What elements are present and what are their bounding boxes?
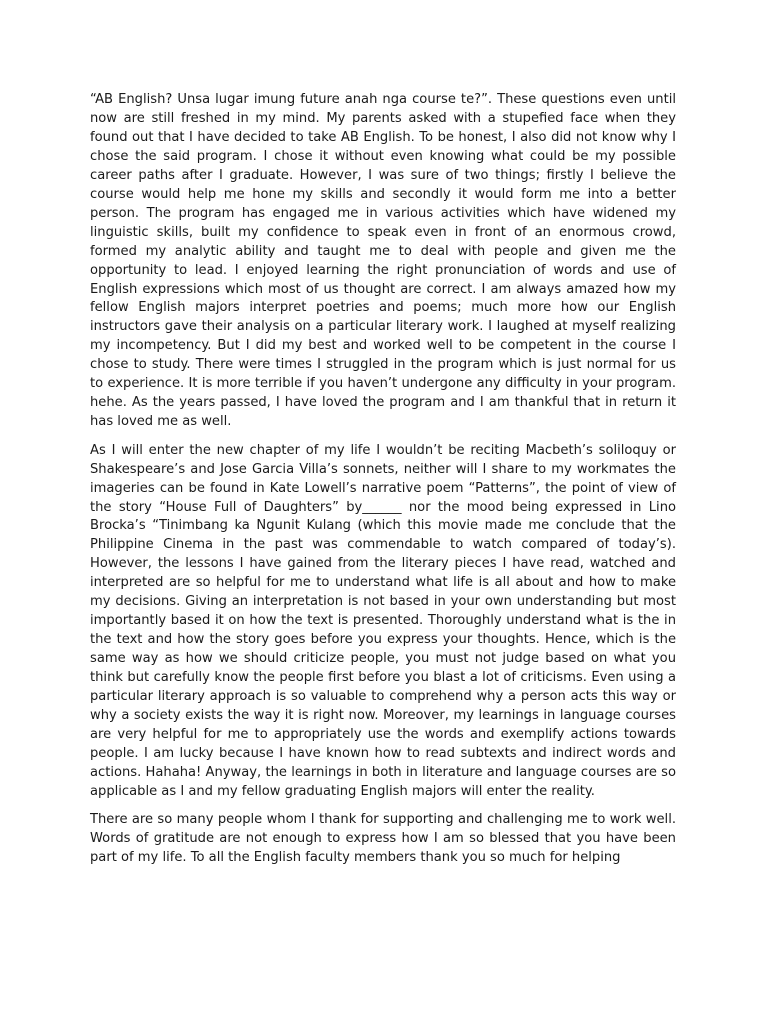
paragraph-2: As I will enter the new chapter of my life I wouldn’t be reciting Macbeth’s soliloquy or Shakespeare’s and Jose Garcia Villa’s sonnets, neither will I share to my workmates the imageries can be found in Kate Lowell’s narrative poem “Patterns”, the point of view of the story “House Full of Daughters” by______ nor the mood being expressed in Lino Brocka’s “Tinimbang ka Ngunit Kulang (which this movie made me conclude that the Philippine Cinema in the past was commendable to watch compared of today’s). However, the lessons I have gained from the literary pieces I have read, watched and interpreted are so helpful for me to understand what life is all about and how to make my decisions. Giving an interpretation is not based in your own understanding but most importantly based it on how the text is presented. Thoroughly understand what is the in the text and how the story goes before you express your thoughts. Hence, which is the same way as how we should criticize people, you must not judge based on what you think but carefully know the people first before you blast a lot of criticisms. Even using a particular literary approach is so valuable to comprehend why a person acts this way or why a society exists the way it is right now. Moreover, my learnings in language courses are very helpful for me to appropriately use the words and exemplify actions towards people. I am lucky because I have known how to read subtexts and indirect words and actions. Hahaha! Anyway, the learnings in both in literature and language courses are so applicable as I and my fellow graduating English majors will enter the reality. (90, 442, 676, 799)
paragraph-3: There are so many people whom I thank for supporting and challenging me to work well. Words of gratitude are not enough to express how I am so blessed that you have been part of my life. To all the English faculty members thank you so much for helping (90, 812, 676, 866)
paragraph-1: “AB English? Unsa lugar imung future anah nga course te?”. These questions even until now are still freshed in my mind. My parents asked with a stupefied face when they found out that I have decided to take AB English. To be honest, I also did not know why I chose the said program. I chose it without even knowing what could be my possible career paths after I graduate. However, I was sure of two things; firstly I believe the course would help me hone my skills and secondly it would form me into a better person. The program has engaged me in various activities which have widened my linguistic skills, built my confidence to speak even in front of an enormous crowd, formed my analytic ability and taught me to deal with people and given me the opportunity to lead. I enjoyed learning the right pronunciation of words and use of English expressions which most of us thought are correct. I am always amazed how my fellow English majors interpret poetries and poems; much more how our English instructors gave their analysis on a particular literary work. I laughed at myself realizing my incompetency. But I did my best and worked well to be competent in the course I chose to study. There were times I struggled in the program which is just normal for us to experience. It is more terrible if you haven’t undergone any difficulty in your program. hehe. As the years passed, I have loved the program and I am thankful that in return it has loved me as well. (90, 92, 676, 430)
document-page (90, 91, 676, 878)
